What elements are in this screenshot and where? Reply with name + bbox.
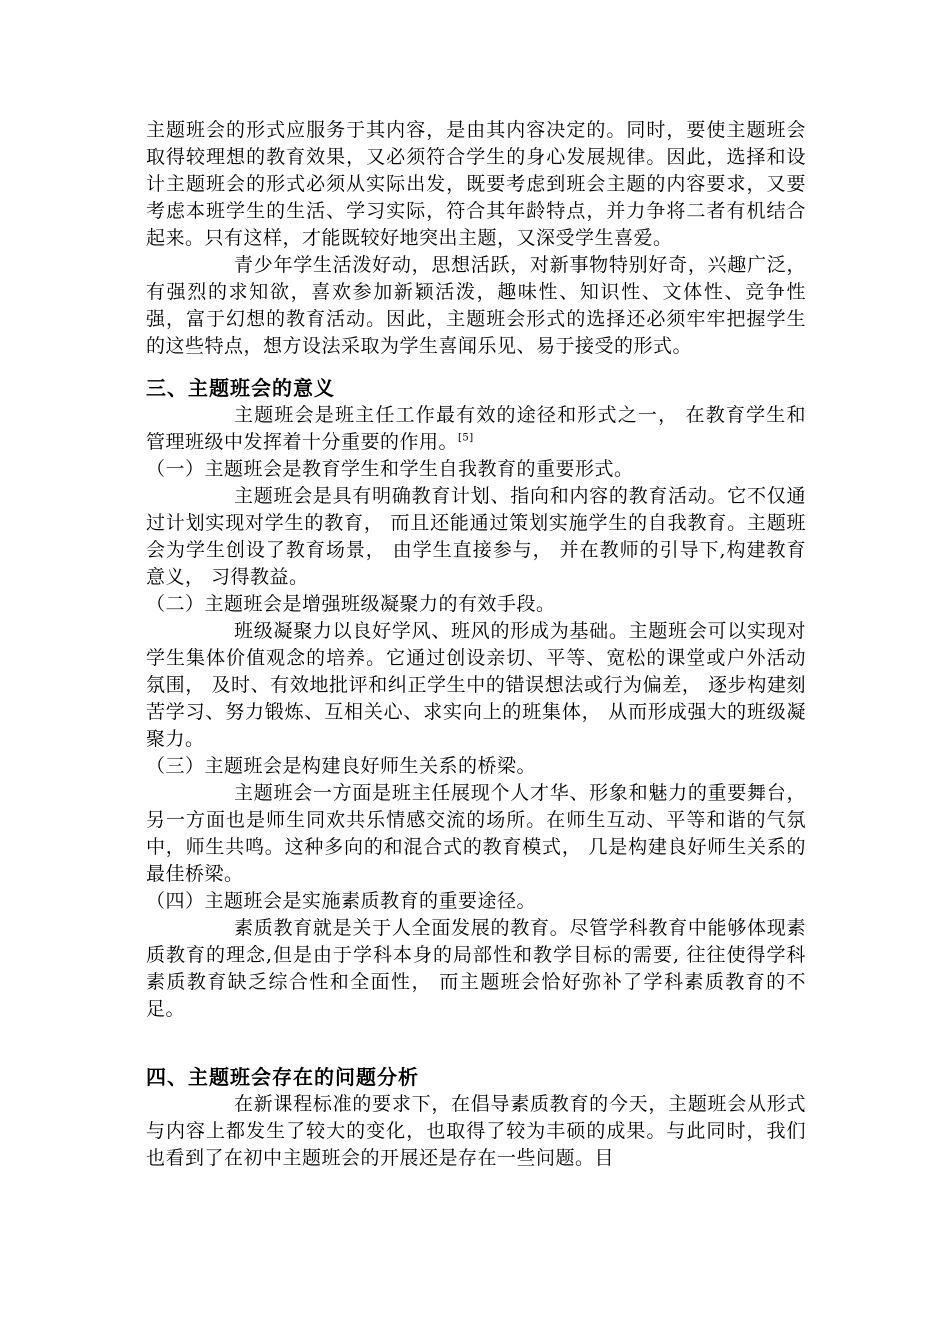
citation-ref: [5] (458, 432, 474, 444)
section-4-heading: 四、主题班会存在的问题分析 (146, 1065, 419, 1089)
subsection-4-body: 素质教育就是关于人全面发展的教育。尽管学科教育中能够体现素质教育的理念,但是由于学科本身的局部性和教学目标的需要, 往往使得学科素质教育缺乏综合性和全面性， 而主题班会恰好弥补了学科素质教育的不足。 (146, 917, 806, 1020)
subsection-2-title: （二）主题班会是增强班级凝聚力的有效手段。 (146, 593, 556, 615)
section-4-body: 在新课程标准的要求下，在倡导素质教育的今天，主题班会从形式与内容上都发生了较大的变化，也取得了较为丰硕的成果。与此同时，我们也看到了在初中主题班会的开展还是存在一些问题。目 (146, 1093, 806, 1169)
section-3-intro-text: 主题班会是班主任工作最有效的途径和形式之一， 在教育学生和管理班级中发挥着十分重要的作用。 (146, 404, 806, 453)
subsection-1-title: （一）主题班会是教育学生和学生自我教育的重要形式。 (146, 458, 634, 480)
section-3-heading: 三、主题班会的意义 (146, 376, 335, 400)
subsection-4-title: （四）主题班会是实施素质教育的重要途径。 (146, 890, 537, 912)
subsection-1-body: 主题班会是具有明确教育计划、指向和内容的教育活动。它不仅通过计划实现对学生的教育， 而且还能通过策划实施学生的自我教育。主题班会为学生创设了教育场景， 由学生直接参与， 并在教师的引导下,构建教育意义， 习得教益。 (146, 485, 806, 588)
subsection-3-body: 主题班会一方面是班主任展现个人才华、形象和魅力的重要舞台， 另一方面也是师生同欢共乐情感交流的场所。在师生互动、平等和谐的气氛中，师生共鸣。这种多向的和混合式的教育模式， 几是构建良好师生关系的最佳桥梁。 (146, 782, 806, 885)
subsection-2-body: 班级凝聚力以良好学风、班风的形成为基础。主题班会可以实现对学生集体价值观念的培养。它通过创设亲切、平等、宽松的课堂或户外活动氛围， 及时、有效地批评和纠正学生中的错误想法或行为偏差， 逐步构建刻苦学习、努力锻炼、互相关心、求实向上的班集体， 从而形成强大的班级凝聚力。 (146, 620, 806, 750)
paragraph-youth-traits: 青少年学生活泼好动，思想活跃，对新事物特别好奇，兴趣广泛，有强烈的求知欲，喜欢参加新颖活泼，趣味性、知识性、文体性、竞争性强，富于幻想的教育活动。因此，主题班会形式的选择还必须牢牢把握学生的这些特点，想方设法采取为学生喜闻乐见、易于接受的形式。 (146, 254, 806, 357)
subsection-3-title: （三）主题班会是构建良好师生关系的桥梁。 (146, 755, 537, 777)
section-3-intro (146, 402, 806, 456)
paragraph-form-content: 主题班会的形式应服务于其内容，是由其内容决定的。同时，要使主题班会取得较理想的教育效果，又必须符合学生的身心发展规律。因此，选择和设计主题班会的形式必须从实际出发，既要考虑到班会主题的内容要求，又要考虑本班学生的生活、学习实际，符合其年龄特点，并力争将二者有机结合起来。只有这样，才能既较好地突出主题，又深受学生喜爱。 (146, 119, 806, 249)
document-page (146, 117, 806, 1172)
